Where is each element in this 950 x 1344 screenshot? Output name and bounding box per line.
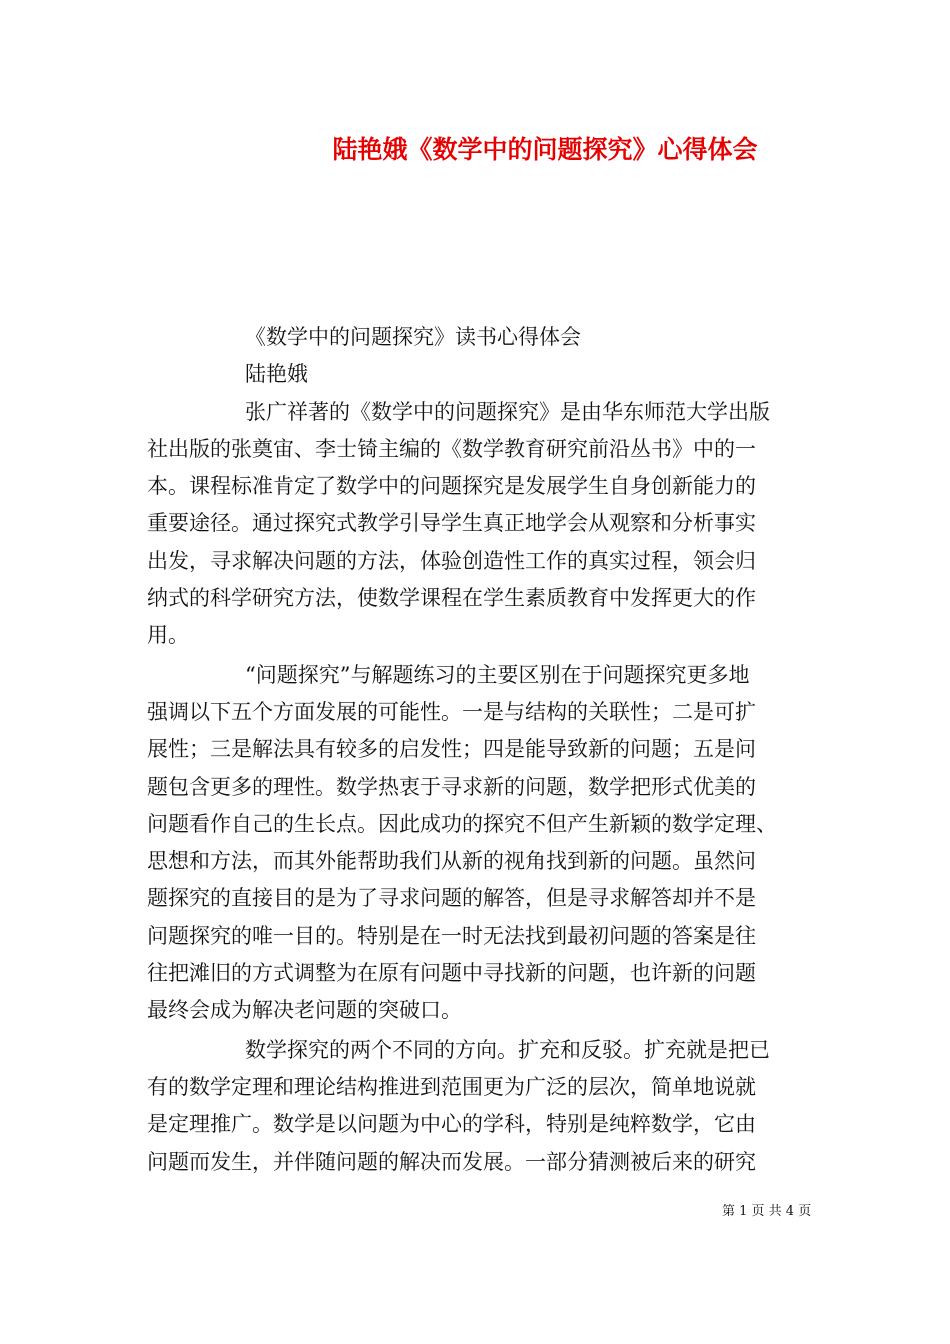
page-footer: 第 1 页 共 4 页 [722,1204,812,1219]
paragraph-line: “问题探究”与解题练习的主要区别在于问题探究更多地 [245,662,750,687]
paragraph-line: 问题而发生，并伴随问题的解决而发展。一部分猜测被后来的研究 [147,1149,756,1174]
paragraph-line: 问题看作自己的生长点。因此成功的探究不但产生新颖的数学定理、 [147,811,777,836]
paragraph-line: 题探究的直接目的是为了寻求问题的解答，但是寻求解答却并不是 [147,886,756,911]
paragraph-line: 题包含更多的理性。数学热衷于寻求新的问题，数学把形式优美的 [147,774,756,799]
paragraph-line: 有的数学定理和理论结构推进到范围更为广泛的层次，简单地说就 [147,1074,756,1099]
paragraph-line: 往把滩旧的方式调整为在原有问题中寻找新的问题，也许新的问题 [147,961,756,986]
paragraph-line: 本。课程标准肯定了数学中的问题探究是发展学生自身创新能力的 [147,474,756,499]
paragraph-line: 是定理推广。数学是以问题为中心的学科，特别是纯粹数学，它由 [147,1112,756,1137]
paragraph-line: 问题探究的唯一目的。特别是在一时无法找到最初问题的答案是往 [147,923,756,948]
paragraph [147,394,807,655]
paragraph-line: 出发，寻求解决问题的方法，体验创造性工作的真实过程，领会归 [147,548,756,573]
paragraph-line: 重要途径。通过探究式教学引导学生真正地学会从观察和分析事实 [147,511,756,536]
paragraph [147,1032,807,1181]
document-author: 陆艳娥 [245,362,308,387]
document-title: 陆艳娥《数学中的问题探究》心得体会 [332,135,758,164]
document-body [147,319,807,1181]
paragraph-line: 社出版的张奠宙、李士锜主编的《数学教育研究前沿丛书》中的一 [147,436,756,461]
paragraph-line: 纳式的科学研究方法，使数学课程在学生素质教育中发挥更大的作 [147,586,756,611]
paragraph-line: 思想和方法，而其外能帮助我们从新的视角找到新的问题。虽然问 [147,849,756,874]
paragraph-line: 最终会成为解决老问题的突破口。 [147,998,462,1023]
document-subtitle: 《数学中的问题探究》读书心得体会 [245,325,581,349]
paragraph [147,657,807,1030]
paragraph-line: 用。 [147,623,189,648]
paragraph-list [147,394,807,1181]
paragraph-line: 张广祥著的《数学中的问题探究》是由华东师范大学出版 [245,399,770,424]
paragraph-line: 展性；三是解法具有较多的启发性；四是能导致新的问题；五是问 [147,737,756,762]
paragraph-line: 强调以下五个方面发展的可能性。一是与结构的关联性；二是可扩 [147,699,756,724]
paragraph-line: 数学探究的两个不同的方向。扩充和反驳。扩充就是把已 [245,1037,770,1062]
